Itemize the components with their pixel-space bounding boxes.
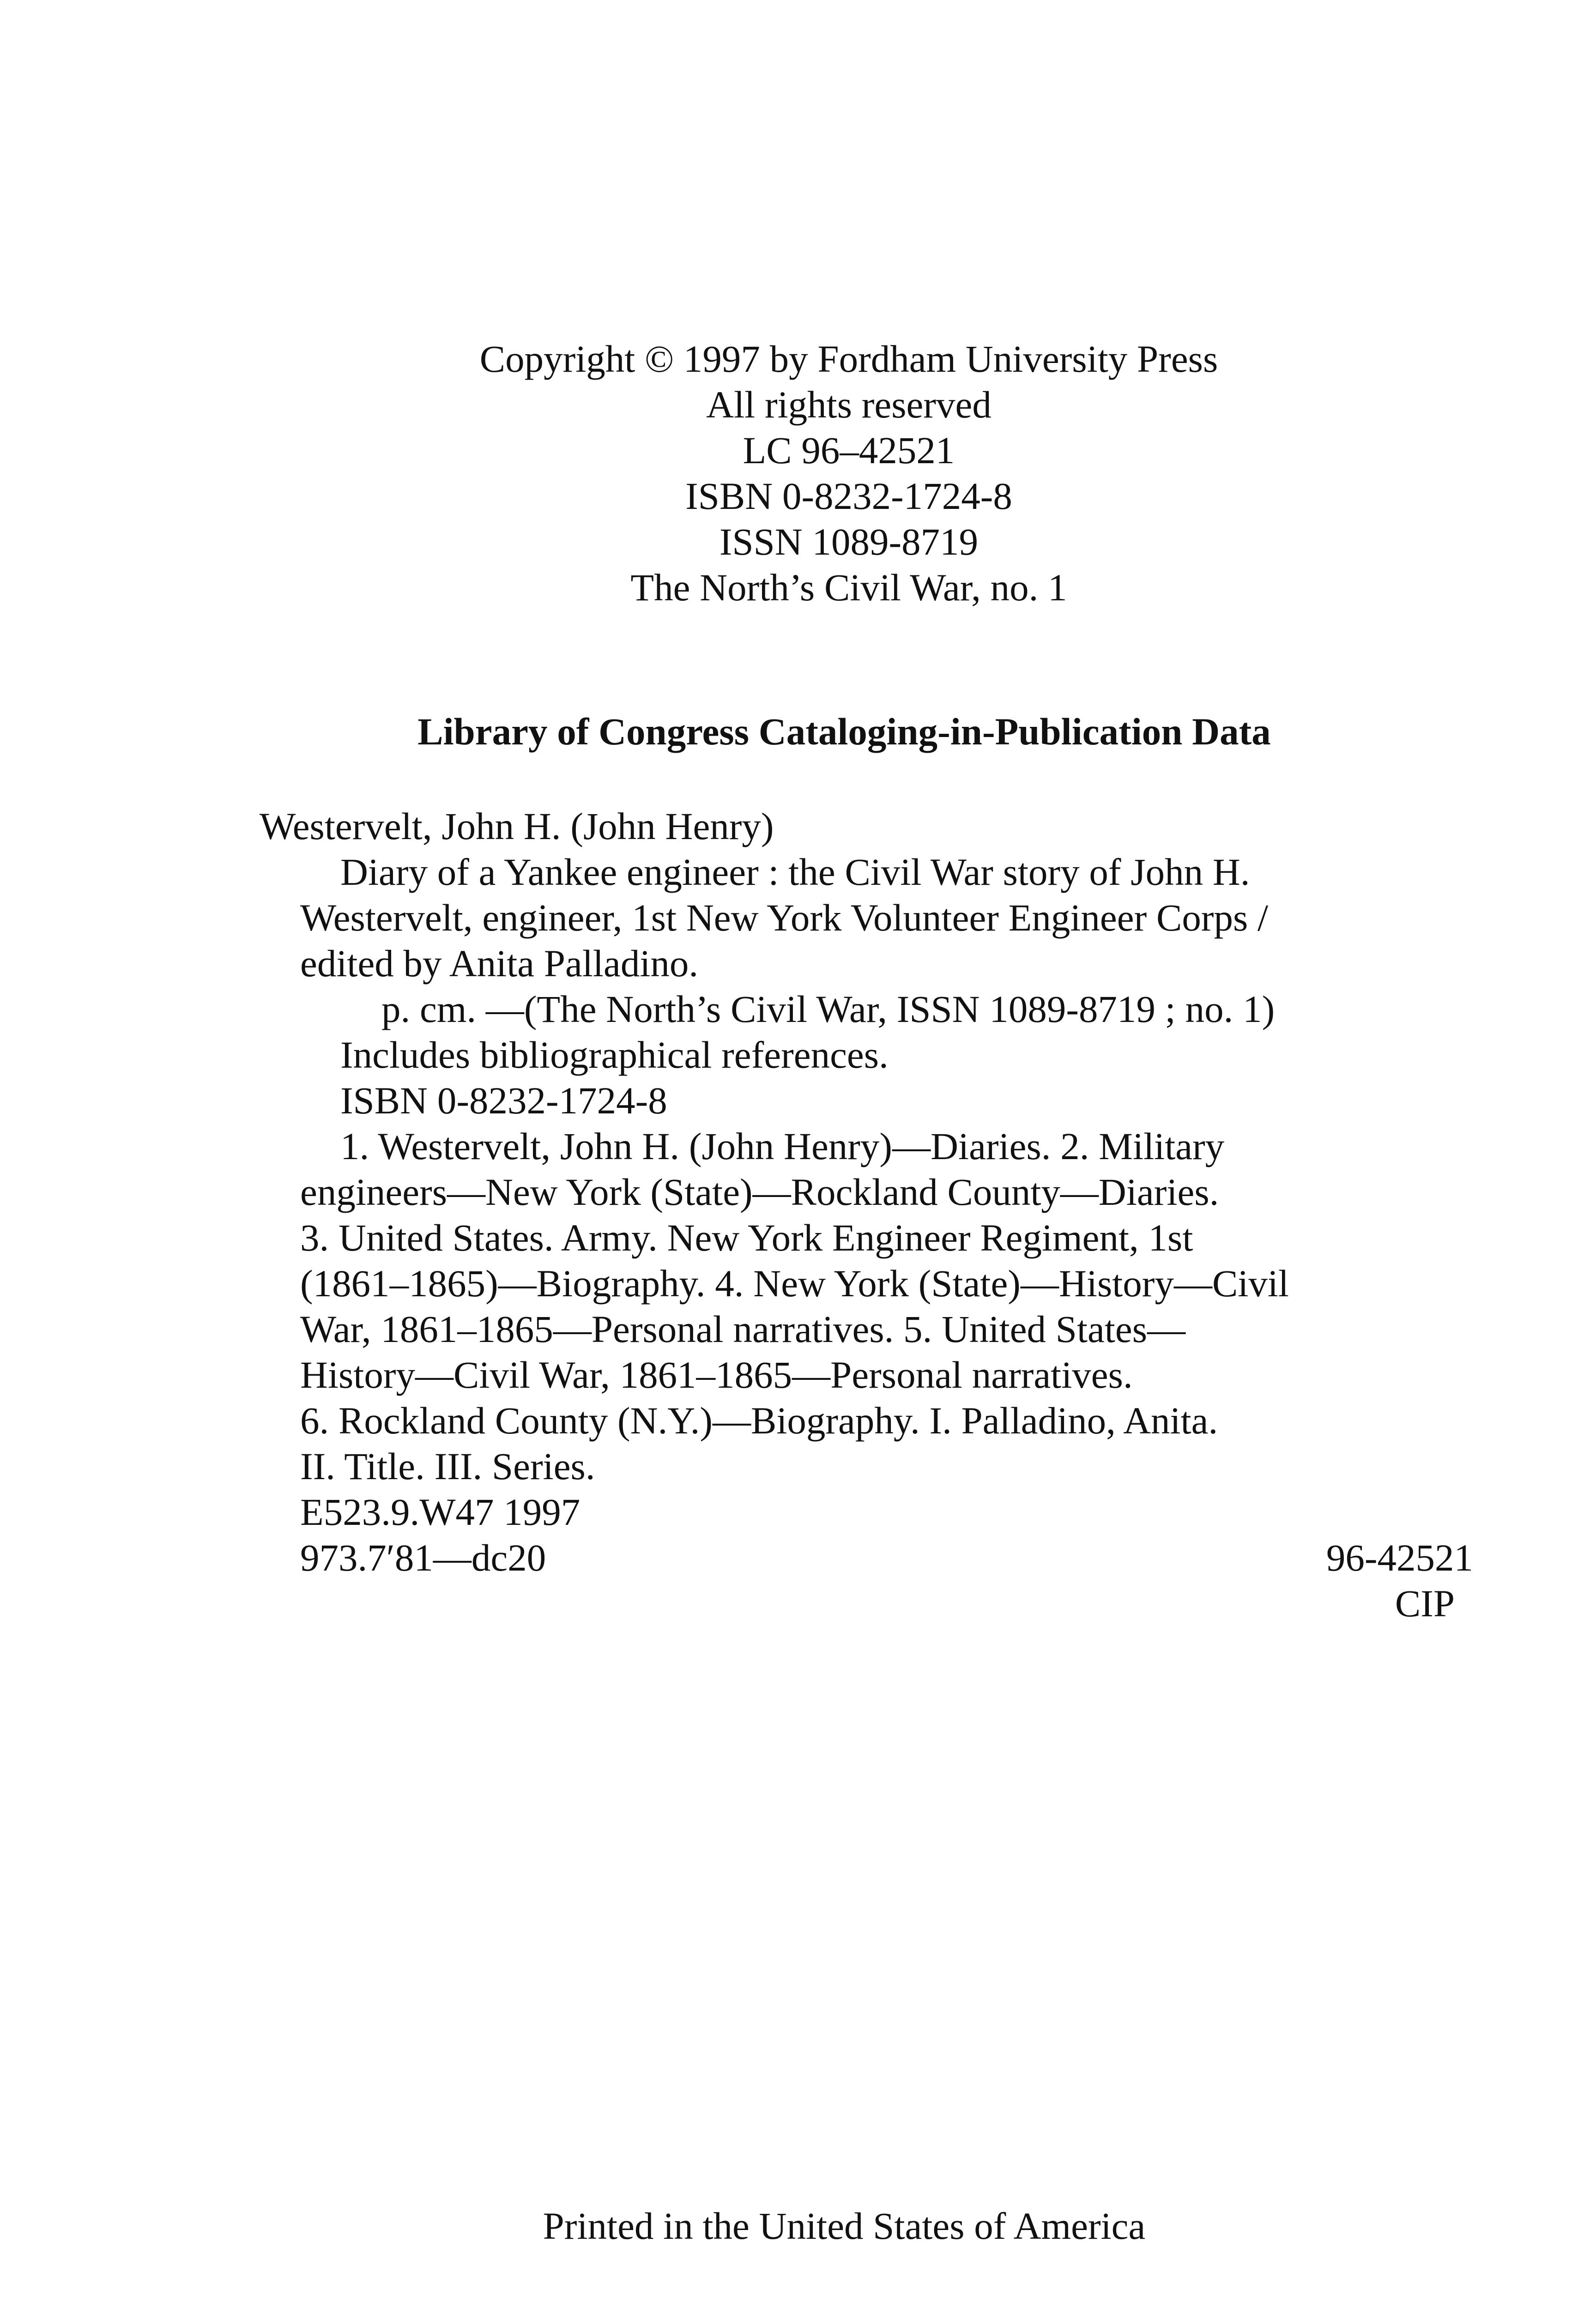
cip-subject-line: 3. United States. Army. New York Engineer Regiment, 1st (300, 1216, 1193, 1259)
cip-subject-line: (1861–1865)—Biography. 4. New York (State)—History—Civil (300, 1262, 1289, 1305)
cip-isbn: ISBN 0-8232-1724-8 (340, 1079, 667, 1122)
lc-number: LC 96–42521 (743, 429, 955, 471)
rights-statement: All rights reserved (706, 383, 991, 426)
cip-notes: Includes bibliographical references. (340, 1034, 889, 1076)
cip-physical-description: p. cm. —(The North’s Civil War, ISSN 1089-8719 ; no. 1) (381, 988, 1275, 1030)
copyright-block (0, 336, 1596, 610)
cip-author: Westervelt, John H. (John Henry) (260, 805, 774, 847)
cip-label-row (260, 1581, 1455, 1626)
copyright-notice: Copyright © 1997 by Fordham University Press (479, 338, 1218, 380)
cip-subject-line: War, 1861–1865—Personal narratives. 5. United States— (300, 1308, 1186, 1350)
issn-line: ISSN 1089-8719 (719, 520, 979, 563)
cip-subject-line: II. Title. III. Series. (300, 1445, 595, 1487)
cip-record (260, 804, 1473, 1626)
cip-title-line: edited by Anita Palladino. (300, 942, 699, 985)
isbn-line: ISBN 0-8232-1724-8 (685, 475, 1012, 517)
cip-dewey-row (260, 1535, 1473, 1581)
cip-subject-line: 6. Rockland County (N.Y.)—Biography. I. Palladino, Anita. (300, 1399, 1218, 1442)
cip-subject-line: History—Civil War, 1861–1865—Personal narratives. (300, 1354, 1133, 1396)
cip-heading: Library of Congress Cataloging-in-Publication Data (417, 710, 1271, 753)
cip-label: CIP (1395, 1582, 1455, 1625)
series-line: The North’s Civil War, no. 1 (630, 566, 1067, 609)
cip-subject-line: engineers—New York (State)—Rockland County—Diaries. (300, 1171, 1219, 1213)
printed-in-statement: Printed in the United States of America (543, 2205, 1146, 2247)
cip-lccn: 96-42521 (1326, 1536, 1473, 1579)
cip-title-line: Diary of a Yankee engineer : the Civil War story of John H. (340, 851, 1250, 893)
cip-lc-classification: E523.9.W47 1997 (300, 1491, 580, 1533)
cip-title-line: Westervelt, engineer, 1st New York Volunteer Engineer Corps / (300, 896, 1269, 939)
cip-subject-line: 1. Westervelt, John H. (John Henry)—Diaries. 2. Military (340, 1125, 1225, 1167)
cip-dewey-number: 973.7′81—dc20 (300, 1536, 546, 1579)
